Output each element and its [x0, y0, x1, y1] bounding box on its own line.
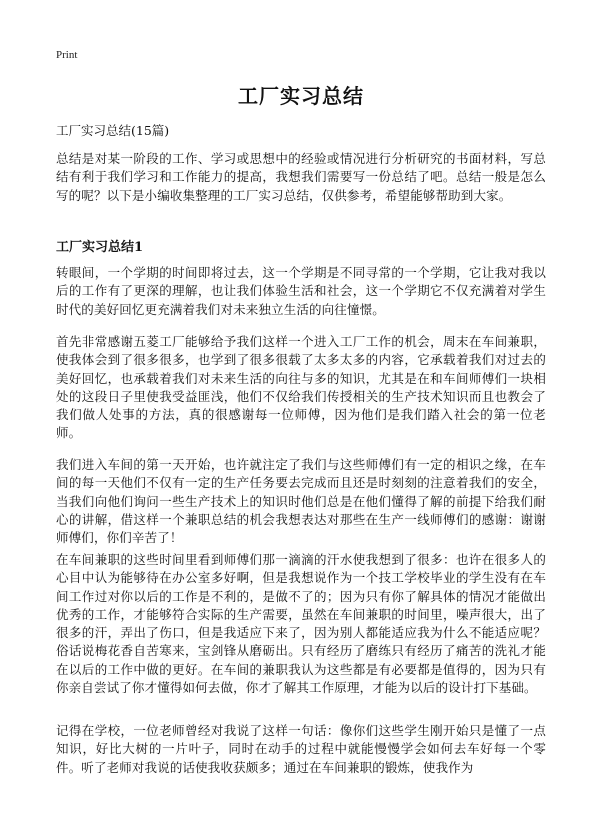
body-paragraph-2: 首先非常感谢五菱工厂能够给予我们这样一个进入工厂工作的机会，周末在车间兼职，使我体会到了很多很多，也学到了很多很载了太多太多的内容，它承载着我们对过去的美好回忆，也承载着我们对未来生活的向往与多的知识，尤其是在和车间师傅们一块相处的这段日子里使我受益匪浅，他们不仅给我们传授相关的生产技术知识而且也教会了我们做人处事的方法，真的很感谢每一位师傅，因为他们是我们踏入社会的第一位老师。: [56, 334, 546, 441]
section-heading: 工厂实习总结1: [56, 240, 144, 255]
body-paragraph-1: 转眼间，一个学期的时间即将过去，这一个学期是不同寻常的一个学期，它让我对我以后的工作有了更深的理解，也让我们体验生活和社会，这一个学期它不仅充满着对学生时代的美好回忆更充满着我们对未来独立生活的向往憧憬。: [56, 265, 546, 317]
document-subtitle: 工厂实习总结(15篇): [56, 123, 170, 138]
body-paragraph-3: 我们进入车间的第一天开始，也许就注定了我们与这些师傅们有一定的相识之缘，在车间的每一天他们不仅有一定的生产任务要去完成而且还是时刻刻的注意着我们的安全，当我们向他们询问一些生产技术上的知识时他们总是在他们懂得了解的前提下给我们耐心的讲解，借这样一个兼职总结的机会我想表达对那些在生产一线师傅们的感谢：谢谢师傅们，你们辛苦了！: [56, 457, 546, 546]
body-paragraph-5: 记得在学校，一位老师曾经对我说了这样一句话：像你们这些学生刚开始只是懂了一点知识，好比大树的一片叶子，同时在动手的过程中就能慢慢学会如何去车好每一个零件。听了老师对我说的话使我收获颇多；通过在车间兼职的锻炼，使我作为: [56, 723, 546, 775]
print-label: Print: [56, 49, 78, 61]
body-paragraph-4: 在车间兼职的这些时间里看到师傅们那一滴滴的汗水使我想到了很多：也许在很多人的心目中认为能够待在办公室多好啊，但是我想说作为一个技工学校毕业的学生没有在车间工作过对你以后的工作是不利的，是做不了的；因为只有你了解具体的情况才能做出优秀的工作，才能够符合实际的生产需要，虽然在车间兼职的时间里，噪声很大，出了很多的汗，弄出了伤口，但是我适应下来了，因为别人都能适应我为什么不能适应呢？俗话说梅花香自苦寒来，宝剑锋从磨砺出。只有经历了磨练只有经历了痛苦的洗礼才能在以后的工作中做的更好。在车间的兼职我认为这些都是有必要都是值得的，因为只有你亲自尝试了你才懂得如何去做，你才了解其工作原理，才能为以后的设计打下基础。: [56, 552, 546, 696]
document-title: 工厂实习总结: [238, 84, 364, 108]
intro-paragraph: 总结是对某一阶段的工作、学习或思想中的经验或情况进行分析研究的书面材料，写总结有利于我们学习和工作能力的提高，我想我们需要写一份总结了吧。总结一般是怎么写的呢？以下是小编收集整理的工厂实习总结，仅供参考，希望能够帮助到大家。: [56, 151, 546, 203]
